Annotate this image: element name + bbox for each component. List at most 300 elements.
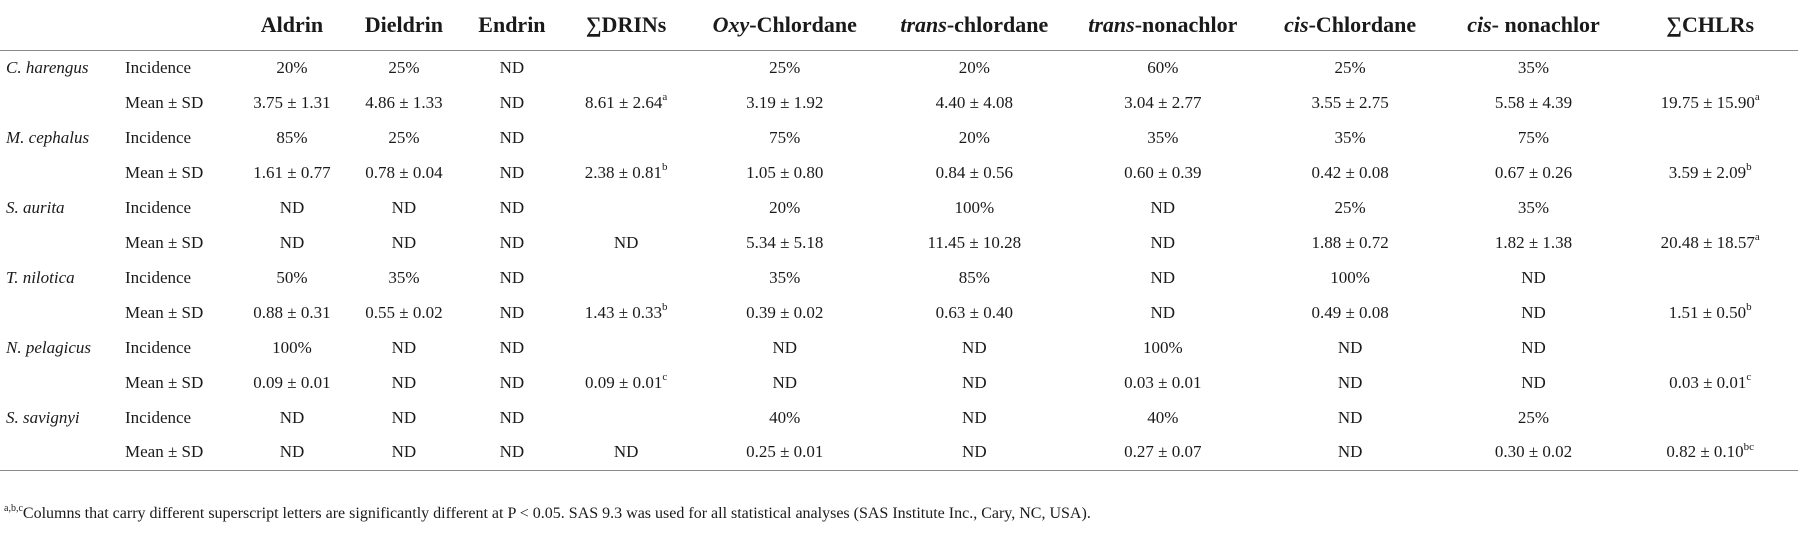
column-header-text: ∑DRINs xyxy=(585,11,667,37)
value-cell xyxy=(691,365,879,400)
cell-value: 0.03 ± 0.01 xyxy=(1669,372,1747,392)
cell-value: 20% xyxy=(958,127,990,147)
column-header-dieldrin xyxy=(345,0,462,50)
value-cell xyxy=(1445,260,1623,295)
cell-value: 1.61 ± 0.77 xyxy=(253,162,331,182)
cell-value: 85% xyxy=(958,267,990,287)
metric-cell: Mean ± SD xyxy=(125,302,204,322)
value-cell xyxy=(561,435,690,470)
cell-value: 25% xyxy=(388,127,420,147)
metric-cell: Mean ± SD xyxy=(125,232,204,252)
value-cell xyxy=(462,155,561,190)
cell-value: 1.51 ± 0.50 xyxy=(1668,302,1747,322)
cell-value: 35% xyxy=(1517,197,1550,217)
cell-value: 20.48 ± 18.57 xyxy=(1660,232,1755,252)
value-cell xyxy=(239,365,346,400)
value-cell xyxy=(1622,155,1798,190)
cell-value: 0.25 ± 0.01 xyxy=(746,442,824,462)
cell-value: ND xyxy=(391,407,417,427)
value-cell xyxy=(345,435,462,470)
cell-value: 1.88 ± 0.72 xyxy=(1311,232,1389,252)
value-cell xyxy=(345,155,462,190)
species-cell: N. pelagicus xyxy=(6,337,91,357)
cell-value: 0.42 ± 0.08 xyxy=(1311,162,1389,182)
metric-cell: Incidence xyxy=(125,337,192,357)
cell-value: ND xyxy=(391,337,417,357)
value-cell xyxy=(1445,400,1623,435)
cell-value: ND xyxy=(499,407,525,427)
value-cell xyxy=(1070,120,1256,155)
cell-value: 100% xyxy=(954,197,995,217)
value-cell xyxy=(1070,260,1256,295)
column-header-text: -chlordane xyxy=(946,11,1049,37)
value-cell xyxy=(1070,225,1256,260)
cell-value: ND xyxy=(499,162,525,182)
value-cell xyxy=(1622,330,1798,365)
cell-value: 4.86 ± 1.33 xyxy=(365,92,443,112)
cell-value: 0.84 ± 0.56 xyxy=(935,162,1013,182)
value-cell xyxy=(239,85,346,120)
value-cell xyxy=(561,50,690,85)
table-row xyxy=(0,295,1798,330)
value-cell xyxy=(239,225,346,260)
value-cell xyxy=(1070,435,1256,470)
cell-value: 60% xyxy=(1147,57,1179,77)
table-row xyxy=(0,120,1798,155)
value-cell xyxy=(1445,155,1623,190)
value-cell xyxy=(1445,365,1623,400)
cell-value: ND xyxy=(772,337,798,357)
value-cell xyxy=(1070,155,1256,190)
value-cell xyxy=(239,330,346,365)
cell-value: 0.03 ± 0.01 xyxy=(1124,372,1202,392)
value-cell xyxy=(1256,260,1445,295)
cell-value: 3.75 ± 1.31 xyxy=(253,92,331,112)
table-row xyxy=(0,260,1798,295)
value-cell xyxy=(1256,85,1445,120)
table-footnote xyxy=(4,502,1091,523)
value-cell xyxy=(879,85,1070,120)
cell-value: 20% xyxy=(276,57,308,77)
metric-cell: Mean ± SD xyxy=(125,372,204,392)
cell-value: 11.45 ± 10.28 xyxy=(927,232,1022,252)
value-cell xyxy=(345,400,462,435)
cell-value: ND xyxy=(962,442,987,462)
cell-value: 0.30 ± 0.02 xyxy=(1494,442,1573,462)
value-cell xyxy=(561,190,690,225)
cell-value: 25% xyxy=(1334,57,1366,77)
cell-value: ND xyxy=(279,407,305,427)
value-cell xyxy=(691,260,879,295)
value-cell xyxy=(1622,435,1798,470)
table-row xyxy=(0,365,1798,400)
cell-value: ND xyxy=(962,407,987,427)
value-cell xyxy=(239,260,346,295)
value-cell xyxy=(561,330,690,365)
cell-value: 25% xyxy=(388,57,420,77)
value-cell xyxy=(239,295,346,330)
cell-value: ND xyxy=(1337,407,1363,427)
value-cell xyxy=(561,295,690,330)
species-cell: C. harengus xyxy=(6,57,89,77)
value-cell xyxy=(1445,330,1623,365)
value-cell xyxy=(1070,50,1256,85)
value-cell xyxy=(879,225,1070,260)
value-cell xyxy=(691,330,879,365)
value-cell xyxy=(691,190,879,225)
value-cell xyxy=(879,435,1070,470)
value-cell xyxy=(345,330,462,365)
table-row xyxy=(0,190,1798,225)
cell-value: 0.88 ± 0.31 xyxy=(253,302,331,322)
significance-superscript: c xyxy=(662,370,668,383)
column-header-endrin xyxy=(462,0,561,50)
column-header-text: cis xyxy=(1284,11,1309,37)
cell-value: ND xyxy=(1337,442,1363,462)
value-cell xyxy=(239,190,346,225)
value-cell xyxy=(462,295,561,330)
significance-superscript: a xyxy=(1754,90,1760,103)
cell-value: 35% xyxy=(1147,127,1179,147)
value-cell xyxy=(879,400,1070,435)
significance-superscript: b xyxy=(662,160,668,173)
value-cell xyxy=(1622,400,1798,435)
cell-value: ND xyxy=(499,197,525,217)
column-header-text: -Chlordane xyxy=(1308,11,1417,37)
cell-value: ND xyxy=(1521,337,1546,357)
cell-value: ND xyxy=(391,442,417,462)
value-cell xyxy=(561,260,690,295)
significance-superscript: a xyxy=(1754,230,1760,243)
value-cell xyxy=(1256,365,1445,400)
cell-value: 0.82 ± 0.10 xyxy=(1666,442,1744,462)
value-cell xyxy=(1622,190,1798,225)
value-cell xyxy=(691,85,879,120)
value-cell xyxy=(879,155,1070,190)
table-row xyxy=(0,330,1798,365)
cell-value: 0.78 ± 0.04 xyxy=(365,162,443,182)
cell-value: 0.39 ± 0.02 xyxy=(746,302,824,322)
cell-value: ND xyxy=(279,442,305,462)
cell-value: 85% xyxy=(276,127,308,147)
cell-value: ND xyxy=(499,302,525,322)
metric-cell: Mean ± SD xyxy=(125,162,204,182)
value-cell xyxy=(561,225,690,260)
value-cell xyxy=(1445,50,1623,85)
value-cell xyxy=(1622,85,1798,120)
column-header-text: -Chlordane xyxy=(749,11,857,37)
table-row xyxy=(0,50,1798,85)
value-cell xyxy=(1256,50,1445,85)
value-cell xyxy=(1622,225,1798,260)
column-header-cis-chlordane xyxy=(1256,0,1445,50)
column-header-text: cis xyxy=(1467,11,1492,37)
value-cell xyxy=(561,120,690,155)
significance-superscript: b xyxy=(1746,160,1752,173)
column-header-text: Oxy xyxy=(712,11,750,37)
value-cell xyxy=(1256,330,1445,365)
cell-value: 0.09 ± 0.01 xyxy=(585,372,663,392)
significance-superscript: bc xyxy=(1743,440,1755,453)
cell-value: ND xyxy=(279,232,305,252)
column-header-trans-nonachlor xyxy=(1070,0,1256,50)
metric-cell: Incidence xyxy=(125,57,192,77)
value-cell xyxy=(462,120,561,155)
metric-cell: Mean ± SD xyxy=(125,92,204,112)
cell-value: ND xyxy=(1150,302,1176,322)
value-cell xyxy=(345,50,462,85)
significance-superscript: b xyxy=(1746,300,1752,313)
cell-value: 75% xyxy=(1517,127,1550,147)
cell-value: ND xyxy=(1521,267,1546,287)
header-row xyxy=(0,0,1798,50)
cell-value: ND xyxy=(499,372,525,392)
value-cell xyxy=(1445,85,1623,120)
cell-value: ND xyxy=(962,337,987,357)
cell-value: ND xyxy=(499,337,525,357)
cell-value: ND xyxy=(1337,372,1363,392)
cell-value: ND xyxy=(499,442,525,462)
cell-value: ND xyxy=(1337,337,1363,357)
cell-value: ND xyxy=(499,232,525,252)
cell-value: 35% xyxy=(769,267,801,287)
species-cell: S. aurita xyxy=(6,197,65,217)
value-cell xyxy=(691,435,879,470)
cell-value: 40% xyxy=(1147,407,1179,427)
value-cell xyxy=(345,295,462,330)
value-cell xyxy=(1445,225,1623,260)
column-header-metric xyxy=(117,0,239,50)
footnote-text: Columns that carry different superscript letters are significantly different at P < 0.05. SAS 9.3 was used for all statistical analyses (SAS Institute Inc., Cary, NC, USA). xyxy=(22,505,1091,522)
significance-superscript: b xyxy=(662,300,668,313)
value-cell xyxy=(691,50,879,85)
cell-value: 1.05 ± 0.80 xyxy=(746,162,824,182)
value-cell xyxy=(1445,120,1623,155)
value-cell xyxy=(1622,120,1798,155)
value-cell xyxy=(1070,295,1256,330)
value-cell xyxy=(462,190,561,225)
cell-value: ND xyxy=(1150,197,1176,217)
cell-value: 50% xyxy=(276,267,308,287)
value-cell xyxy=(239,435,346,470)
table-row xyxy=(0,155,1798,190)
cell-value: 2.38 ± 0.81 xyxy=(584,162,663,182)
value-cell xyxy=(879,330,1070,365)
metric-cell: Incidence xyxy=(125,267,192,287)
value-cell xyxy=(462,260,561,295)
species-cell: M. cephalus xyxy=(6,127,90,147)
value-cell xyxy=(1070,400,1256,435)
table-row xyxy=(0,225,1798,260)
cell-value: 35% xyxy=(1334,127,1366,147)
value-cell xyxy=(691,155,879,190)
species-cell xyxy=(0,225,117,260)
footnote-superscript: a,b,c xyxy=(4,502,23,514)
cell-value: ND xyxy=(613,442,639,462)
species-cell xyxy=(0,435,117,470)
cell-value: 3.04 ± 2.77 xyxy=(1124,92,1202,112)
column-header-sum-chlrs xyxy=(1622,0,1798,50)
cell-value: 5.34 ± 5.18 xyxy=(746,232,824,252)
value-cell xyxy=(345,365,462,400)
cell-value: 20% xyxy=(769,197,801,217)
cell-value: ND xyxy=(1521,372,1546,392)
table-header xyxy=(0,0,1798,50)
cell-value: 5.58 ± 4.39 xyxy=(1494,92,1573,112)
species-cell xyxy=(0,295,117,330)
cell-value: 3.59 ± 2.09 xyxy=(1668,162,1747,182)
value-cell xyxy=(1070,330,1256,365)
value-cell xyxy=(239,155,346,190)
column-header-sum-drins xyxy=(561,0,690,50)
value-cell xyxy=(691,120,879,155)
value-cell xyxy=(561,155,690,190)
value-cell xyxy=(561,365,690,400)
table-row xyxy=(0,435,1798,470)
value-cell xyxy=(1256,190,1445,225)
value-cell xyxy=(879,260,1070,295)
cell-value: 3.19 ± 1.92 xyxy=(746,92,824,112)
significance-superscript: a xyxy=(662,90,668,103)
value-cell xyxy=(1256,435,1445,470)
cell-value: ND xyxy=(772,372,798,392)
value-cell xyxy=(1622,365,1798,400)
cell-value: ND xyxy=(962,372,987,392)
value-cell xyxy=(462,435,561,470)
column-header-species xyxy=(0,0,117,50)
table-row xyxy=(0,400,1798,435)
cell-value: 20% xyxy=(958,57,990,77)
cell-value: 1.82 ± 1.38 xyxy=(1494,232,1573,252)
value-cell xyxy=(1256,155,1445,190)
cell-value: 0.67 ± 0.26 xyxy=(1494,162,1573,182)
column-header-trans-chlordane xyxy=(879,0,1070,50)
species-cell xyxy=(0,155,117,190)
cell-value: ND xyxy=(613,232,639,252)
value-cell xyxy=(691,295,879,330)
cell-value: ND xyxy=(1150,267,1176,287)
value-cell xyxy=(462,365,561,400)
cell-value: 25% xyxy=(769,57,801,77)
value-cell xyxy=(691,225,879,260)
column-header-oxy-chlordane xyxy=(691,0,879,50)
value-cell xyxy=(462,50,561,85)
cell-value: ND xyxy=(1521,302,1546,322)
cell-value: 3.55 ± 2.75 xyxy=(1311,92,1389,112)
value-cell xyxy=(1256,400,1445,435)
value-cell xyxy=(1622,295,1798,330)
species-cell: S. savignyi xyxy=(6,407,80,427)
column-header-cis-nonachlor xyxy=(1445,0,1623,50)
value-cell xyxy=(1445,295,1623,330)
value-cell xyxy=(462,400,561,435)
cell-value: ND xyxy=(279,197,305,217)
value-cell xyxy=(879,365,1070,400)
cell-value: 100% xyxy=(1142,337,1183,357)
value-cell xyxy=(691,400,879,435)
value-cell xyxy=(239,120,346,155)
value-cell xyxy=(561,85,690,120)
significance-superscript: c xyxy=(1746,370,1752,383)
cell-value: 4.40 ± 4.08 xyxy=(935,92,1013,112)
species-cell xyxy=(0,365,117,400)
value-cell xyxy=(239,400,346,435)
value-cell xyxy=(239,50,346,85)
value-cell xyxy=(462,330,561,365)
value-cell xyxy=(462,85,561,120)
column-header-text: trans xyxy=(1088,11,1135,37)
value-cell xyxy=(879,120,1070,155)
cell-value: 100% xyxy=(272,337,312,357)
cell-value: ND xyxy=(391,232,417,252)
cell-value: ND xyxy=(1150,232,1176,252)
metric-cell: Mean ± SD xyxy=(125,442,204,462)
value-cell xyxy=(345,260,462,295)
cell-value: 19.75 ± 15.90 xyxy=(1660,92,1755,112)
cell-value: 75% xyxy=(769,127,801,147)
cell-value: ND xyxy=(499,92,525,112)
metric-cell: Incidence xyxy=(125,407,192,427)
value-cell xyxy=(1070,190,1256,225)
value-cell xyxy=(1070,85,1256,120)
cell-value: 1.43 ± 0.33 xyxy=(584,302,663,322)
cell-value: 35% xyxy=(1517,57,1550,77)
column-header-text: ∑CHLRs xyxy=(1666,11,1755,37)
value-cell xyxy=(1256,225,1445,260)
value-cell xyxy=(1445,190,1623,225)
value-cell xyxy=(1622,260,1798,295)
cell-value: ND xyxy=(499,57,525,77)
value-cell xyxy=(1256,120,1445,155)
value-cell xyxy=(345,190,462,225)
value-cell xyxy=(879,190,1070,225)
column-header-text: trans xyxy=(900,11,947,37)
cell-value: 0.55 ± 0.02 xyxy=(365,302,443,322)
species-cell: T. nilotica xyxy=(6,267,75,287)
value-cell xyxy=(879,295,1070,330)
value-cell xyxy=(1070,365,1256,400)
value-cell xyxy=(462,225,561,260)
species-cell xyxy=(0,85,117,120)
value-cell xyxy=(1622,50,1798,85)
cell-value: 8.61 ± 2.64 xyxy=(585,92,663,112)
table-body xyxy=(0,50,1798,470)
value-cell xyxy=(879,50,1070,85)
column-header-text: Aldrin xyxy=(260,11,324,37)
cell-value: 25% xyxy=(1334,197,1366,217)
cell-value: 0.63 ± 0.40 xyxy=(935,302,1013,322)
column-header-text: Dieldrin xyxy=(364,11,444,37)
cell-value: ND xyxy=(391,197,417,217)
cell-value: 100% xyxy=(1330,267,1370,287)
metric-cell: Incidence xyxy=(125,127,192,147)
cell-value: ND xyxy=(499,127,525,147)
cell-value: ND xyxy=(499,267,525,287)
column-header-aldrin xyxy=(239,0,346,50)
value-cell xyxy=(1256,295,1445,330)
value-cell xyxy=(561,400,690,435)
value-cell xyxy=(345,225,462,260)
cell-value: 35% xyxy=(388,267,420,287)
metric-cell: Incidence xyxy=(125,197,192,217)
table-row xyxy=(0,85,1798,120)
cell-value: 0.60 ± 0.39 xyxy=(1124,162,1202,182)
cell-value: 0.49 ± 0.08 xyxy=(1311,302,1389,322)
cell-value: 0.09 ± 0.01 xyxy=(253,372,331,392)
cell-value: ND xyxy=(391,372,417,392)
column-header-text: - nonachlor xyxy=(1491,11,1600,37)
cell-value: 0.27 ± 0.07 xyxy=(1124,442,1202,462)
